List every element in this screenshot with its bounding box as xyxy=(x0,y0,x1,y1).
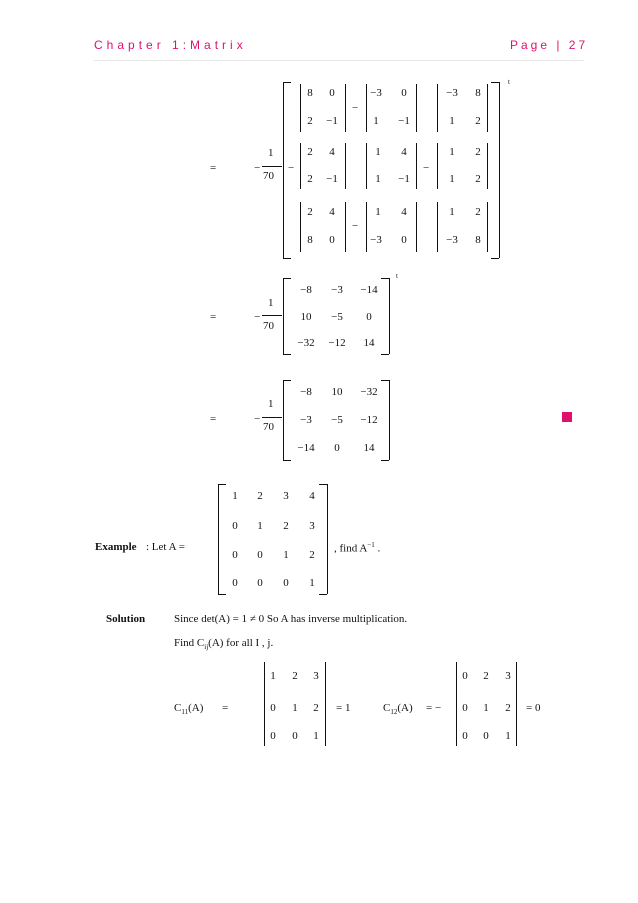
minor-entry: 4 xyxy=(401,146,407,158)
bracket-right-bottom xyxy=(381,460,389,461)
fraction-bar xyxy=(262,315,282,316)
bracket-right-top xyxy=(381,380,389,381)
minor-entry: 0 xyxy=(401,87,407,99)
bracket-left-bottom xyxy=(283,258,291,259)
bracket-right-top xyxy=(381,278,389,279)
minor-entry: 1 xyxy=(375,206,381,218)
bracket-left-bottom xyxy=(283,460,291,461)
minus-sign: − xyxy=(254,311,261,323)
det-bar xyxy=(416,202,417,252)
transpose-mark: t xyxy=(396,272,398,280)
minor-entry: 2 xyxy=(475,173,481,185)
bracket-right-top xyxy=(491,82,499,83)
bracket-right-bottom xyxy=(319,594,327,595)
chapter-title: Chapter 1:Matrix xyxy=(94,38,247,52)
minus-sign: − xyxy=(423,162,430,174)
matrix-entry: −12 xyxy=(328,337,346,349)
fraction-denominator: 70 xyxy=(263,421,274,433)
header-divider xyxy=(94,60,584,61)
minor-entry: 2 xyxy=(475,146,481,158)
equals-minus-sign: = − xyxy=(426,702,442,714)
minor-entry: 1 xyxy=(449,206,455,218)
matrix-entry: 0 xyxy=(257,549,263,561)
minor-entry: 8 xyxy=(307,234,313,246)
matrix-entry: 0 xyxy=(283,577,289,589)
minor-entry: 0 xyxy=(401,234,407,246)
minor-entry: 0 xyxy=(329,234,335,246)
minor-entry: 4 xyxy=(329,206,335,218)
matrix-entry: 0 xyxy=(232,549,238,561)
minor-entry: 0 xyxy=(329,87,335,99)
matrix-entry: −8 xyxy=(300,284,312,296)
minor-entry: 8 xyxy=(475,87,481,99)
minor-entry: −3 xyxy=(446,234,458,246)
bracket-left-top xyxy=(283,278,291,279)
minor-entry: 2 xyxy=(307,206,313,218)
matrix-entry: 3 xyxy=(313,670,319,682)
minor-entry: 4 xyxy=(329,146,335,158)
minus-sign: − xyxy=(254,162,261,174)
c11-result: = 1 xyxy=(336,702,351,714)
minor-entry: 1 xyxy=(375,173,381,185)
matrix-entry: −3 xyxy=(331,284,343,296)
bracket-right xyxy=(327,484,328,594)
page-number: Page | 27 xyxy=(510,38,589,52)
equals-sign: = xyxy=(210,311,217,323)
matrix-entry: 14 xyxy=(363,337,375,349)
end-of-proof-marker xyxy=(562,412,572,422)
minor-entry: 2 xyxy=(307,115,313,127)
minor-entry: 1 xyxy=(375,146,381,158)
minus-sign: − xyxy=(352,102,359,114)
matrix-entry: −8 xyxy=(300,386,312,398)
det-bar xyxy=(487,202,488,252)
det-bar xyxy=(345,143,346,189)
minor-entry: 2 xyxy=(307,146,313,158)
example-question: , find $A^{-1}$ . xyxy=(334,541,381,555)
example-text: : Let A = xyxy=(146,541,185,553)
matrix-entry: −12 xyxy=(360,414,378,426)
bracket-left xyxy=(283,82,284,258)
fraction-numerator: 1 xyxy=(268,297,274,309)
cofactor-c12-label: $C_{12}(A)$ xyxy=(383,702,413,717)
bracket-left-bottom xyxy=(283,354,291,355)
bracket-right-bottom xyxy=(491,258,499,259)
det-bar xyxy=(416,84,417,132)
matrix-entry: 10 xyxy=(300,311,312,323)
bracket-right-bottom xyxy=(381,354,389,355)
matrix-entry: 0 xyxy=(232,520,238,532)
matrix-entry: 2 xyxy=(283,520,289,532)
minor-entry: 2 xyxy=(307,173,313,185)
minor-entry: −3 xyxy=(446,87,458,99)
fraction-numerator: 1 xyxy=(268,147,274,159)
fraction-denominator: 70 xyxy=(263,320,274,332)
matrix-entry: −32 xyxy=(297,337,315,349)
det-bar xyxy=(487,84,488,132)
minor-entry: 2 xyxy=(475,115,481,127)
matrix-entry: 1 xyxy=(283,549,289,561)
c12-result: = 0 xyxy=(526,702,541,714)
matrix-entry: 1 xyxy=(232,490,238,502)
matrix-entry: 1 xyxy=(257,520,263,532)
bracket-left-top xyxy=(283,380,291,381)
minor-entry: 1 xyxy=(449,173,455,185)
det-bar xyxy=(345,202,346,252)
bracket-right xyxy=(389,380,390,460)
matrix-entry: 2 xyxy=(313,702,319,714)
fraction-numerator: 1 xyxy=(268,398,274,410)
matrix-entry: 0 xyxy=(483,730,489,742)
minor-entry: 1 xyxy=(449,146,455,158)
matrix-entry: 2 xyxy=(483,670,489,682)
matrix-entry: 3 xyxy=(309,520,315,532)
equals-sign: = xyxy=(210,162,217,174)
matrix-entry: 1 xyxy=(483,702,489,714)
fraction-bar xyxy=(262,417,282,418)
matrix-entry: 4 xyxy=(309,490,315,502)
matrix-entry: −5 xyxy=(331,414,343,426)
matrix-entry: 2 xyxy=(257,490,263,502)
bracket-right xyxy=(389,278,390,354)
matrix-entry: 1 xyxy=(270,670,276,682)
bracket-left-bottom xyxy=(218,594,226,595)
det-bar xyxy=(416,143,417,189)
minor-entry: 1 xyxy=(373,115,379,127)
cofactor-c11-label: $C_{11}(A)$ xyxy=(174,702,204,717)
matrix-entry: 0 xyxy=(462,730,468,742)
matrix-entry: 3 xyxy=(505,670,511,682)
matrix-entry: 0 xyxy=(232,577,238,589)
minus-sign: − xyxy=(352,220,359,232)
det-bar xyxy=(325,662,326,746)
matrix-entry: 3 xyxy=(283,490,289,502)
det-bar xyxy=(487,143,488,189)
minor-entry: −3 xyxy=(370,234,382,246)
matrix-entry: 14 xyxy=(363,442,375,454)
matrix-entry: 0 xyxy=(257,577,263,589)
bracket-right xyxy=(499,82,500,258)
matrix-entry: −14 xyxy=(360,284,378,296)
matrix-entry: 2 xyxy=(292,670,298,682)
bracket-left-top xyxy=(218,484,226,485)
bracket-left-top xyxy=(283,82,291,83)
matrix-entry: −5 xyxy=(331,311,343,323)
matrix-entry: 0 xyxy=(462,702,468,714)
matrix-entry: 0 xyxy=(270,730,276,742)
minor-entry: −1 xyxy=(398,173,410,185)
det-bar xyxy=(516,662,517,746)
fraction-bar xyxy=(262,166,282,167)
transpose-mark: t xyxy=(508,78,510,86)
minor-entry: −1 xyxy=(326,173,338,185)
minor-entry: 4 xyxy=(401,206,407,218)
matrix-entry: 1 xyxy=(309,577,315,589)
matrix-entry: 10 xyxy=(331,386,343,398)
det-bar xyxy=(437,84,438,132)
det-bar xyxy=(345,84,346,132)
matrix-entry: 0 xyxy=(334,442,340,454)
minus-sign: − xyxy=(254,413,261,425)
bracket-left xyxy=(283,380,284,460)
minor-entry: −1 xyxy=(398,115,410,127)
bracket-left xyxy=(283,278,284,354)
matrix-entry: −32 xyxy=(360,386,378,398)
equals-sign: = xyxy=(222,702,229,714)
bracket-left xyxy=(218,484,219,594)
solution-line-1: Since det(A) = 1 ≠ 0 So A has inverse multiplication. xyxy=(174,613,408,625)
matrix-entry: 0 xyxy=(270,702,276,714)
equals-sign: = xyxy=(210,413,217,425)
matrix-entry: 1 xyxy=(292,702,298,714)
matrix-entry: 0 xyxy=(462,670,468,682)
minor-entry: −3 xyxy=(370,87,382,99)
minor-entry: 2 xyxy=(475,206,481,218)
minor-entry: −1 xyxy=(326,115,338,127)
matrix-entry: 1 xyxy=(313,730,319,742)
bracket-right-top xyxy=(319,484,327,485)
matrix-entry: 1 xyxy=(505,730,511,742)
matrix-entry: −3 xyxy=(300,414,312,426)
example-label: Example xyxy=(95,541,137,553)
fraction-denominator: 70 xyxy=(263,170,274,182)
minor-entry: 8 xyxy=(475,234,481,246)
matrix-entry: 0 xyxy=(366,311,372,323)
minus-sign: − xyxy=(288,162,295,174)
matrix-entry: −14 xyxy=(297,442,315,454)
det-bar xyxy=(437,143,438,189)
minor-entry: 8 xyxy=(307,87,313,99)
minor-entry: 1 xyxy=(449,115,455,127)
matrix-entry: 2 xyxy=(309,549,315,561)
solution-label: Solution xyxy=(106,613,146,625)
solution-line-2: Find $C_{ij}(A)$ for all I , j. xyxy=(174,637,274,652)
det-bar xyxy=(437,202,438,252)
matrix-entry: 0 xyxy=(292,730,298,742)
matrix-entry: 2 xyxy=(505,702,511,714)
